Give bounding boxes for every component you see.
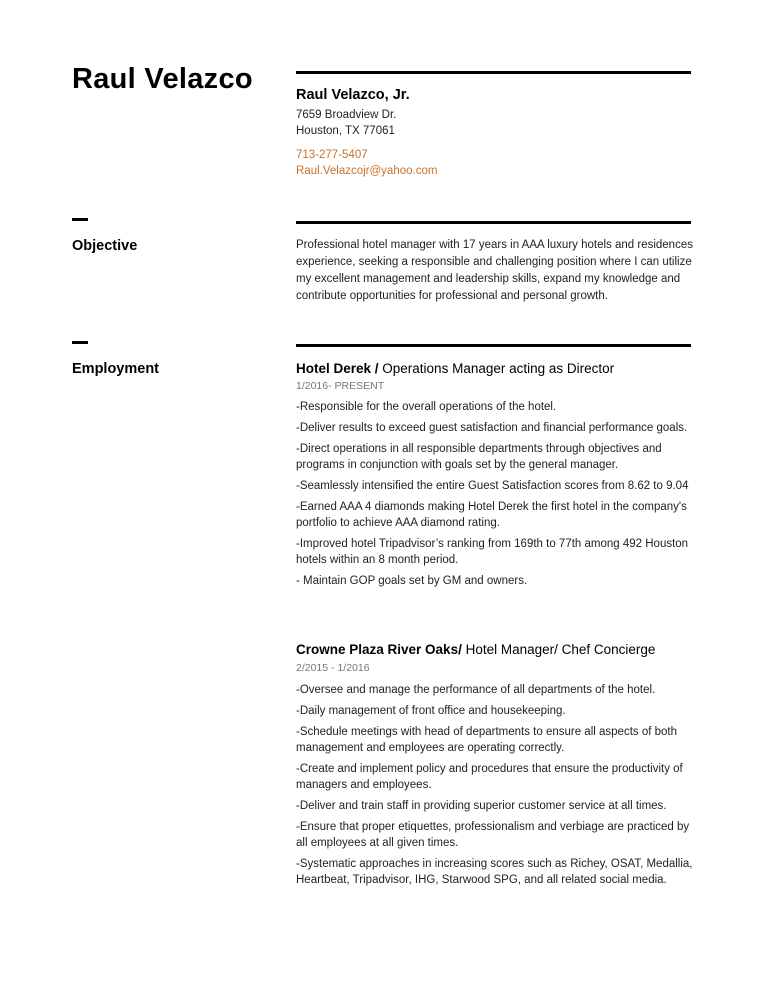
- job-bullet: -Seamlessly intensified the entire Guest Satisfaction scores from 8.62 to 9.04: [296, 480, 689, 492]
- job-bullet: -Improved hotel Tripadvisor’s ranking from 169th to 77th among 492 Houston hotels within an 8 month period.: [296, 538, 689, 566]
- job-company: Hotel Derek /: [296, 361, 379, 376]
- job-bullet: -Systematic approaches in increasing scores such as Richey, OSAT, Medallia, Heartbeat, Tripadvisor, IHG, Starwood SPG, and all related social media.: [296, 858, 693, 886]
- job-role: Hotel Manager/ Chef Concierge: [461, 642, 656, 657]
- contact-full-name: Raul Velazco, Jr.: [296, 87, 410, 103]
- objective-label: Objective: [72, 238, 138, 254]
- employment-divider: [296, 344, 691, 347]
- objective-text: Professional hotel manager with 17 years in AAA luxury hotels and residences experience, seeking a responsible and challenging position where I can utilize my excellent management and leadership skills, expand my knowledge and contribute opportunities for professional and personal growth.: [296, 239, 693, 302]
- job-title: [296, 641, 655, 659]
- phone-link[interactable]: 713-277-5407: [296, 149, 368, 161]
- job-bullet: -Direct operations in all responsible departments through objectives and programs in conjunction with goals set by the general manager.: [296, 443, 662, 471]
- employment-marker: [72, 341, 88, 344]
- job-bullets: [296, 399, 696, 594]
- job-bullet: -Responsible for the overall operations of the hotel.: [296, 401, 557, 413]
- job-bullet: -Ensure that proper etiquettes, professionalism and verbiage are practiced by all employees at all given times.: [296, 821, 690, 849]
- job-company: Crowne Plaza River Oaks/: [296, 642, 462, 657]
- job-bullet: -Daily management of front office and housekeeping.: [296, 705, 566, 717]
- employment-label: Employment: [72, 361, 160, 377]
- job-bullets: [296, 682, 696, 893]
- contact-links: [296, 147, 437, 179]
- objective-marker: [72, 218, 88, 221]
- job-bullet: -Deliver results to exceed guest satisfaction and financial performance goals.: [296, 422, 688, 434]
- contact-address: [296, 107, 396, 139]
- email-link[interactable]: Raul.Velazcojr@yahoo.com: [296, 165, 438, 177]
- job-bullet: -Schedule meetings with head of departments to ensure all aspects of both management and employees are operating correctly.: [296, 726, 678, 754]
- address-line-1: 7659 Broadview Dr.: [296, 109, 397, 121]
- job-bullet: -Oversee and manage the performance of all departments of the hotel.: [296, 684, 656, 696]
- job-dates: 2/2015 - 1/2016: [296, 662, 370, 674]
- job-title: [296, 360, 614, 378]
- address-line-2: Houston, TX 77061: [296, 125, 395, 137]
- job-bullet: - Maintain GOP goals set by GM and owners.: [296, 575, 528, 587]
- header-divider: [296, 71, 691, 74]
- objective-divider: [296, 221, 691, 224]
- job-role: Operations Manager acting as Director: [378, 361, 615, 376]
- job-bullet: -Earned AAA 4 diamonds making Hotel Derek the first hotel in the company's portfolio to achieve AAA diamond rating.: [296, 501, 687, 529]
- resume-name: Raul Velazco: [72, 63, 253, 95]
- job-dates: 1/2016- PRESENT: [296, 380, 385, 392]
- job-bullet: -Deliver and train staff in providing superior customer service at all times.: [296, 800, 667, 812]
- job-bullet: -Create and implement policy and procedures that ensure the productivity of managers and employees.: [296, 763, 683, 791]
